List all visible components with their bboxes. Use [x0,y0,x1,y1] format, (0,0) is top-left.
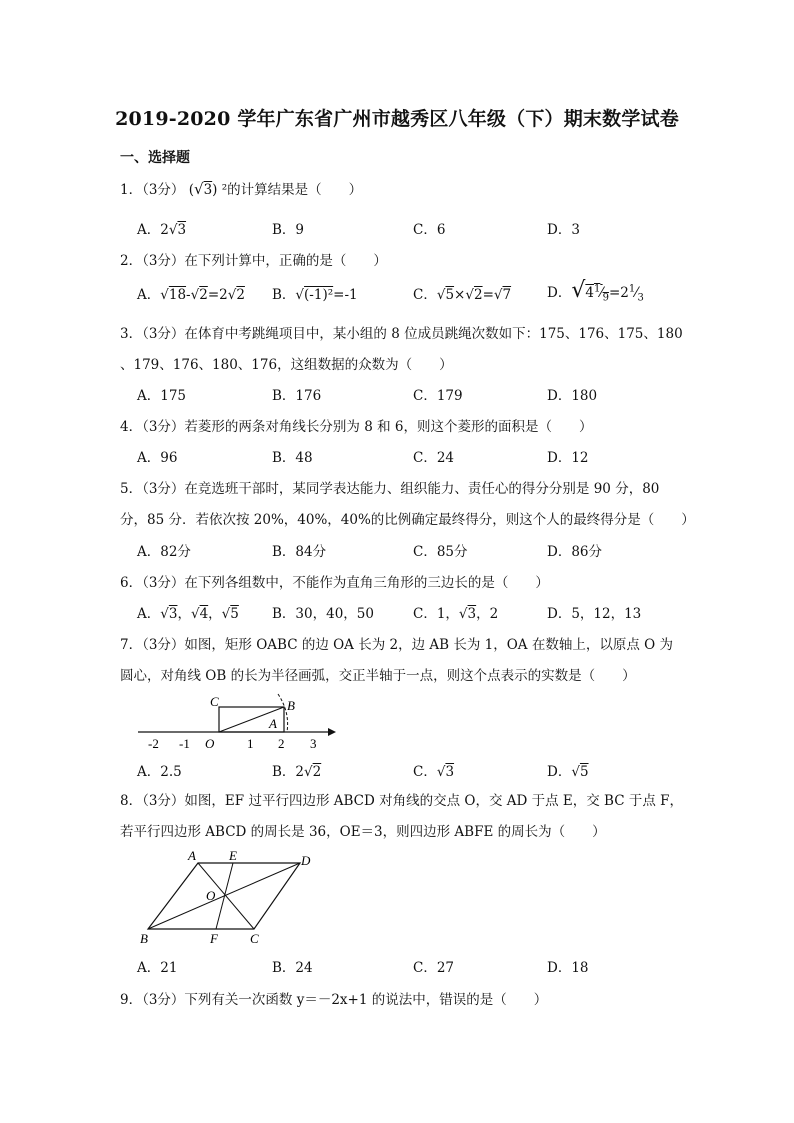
label-b: B [140,931,148,946]
segment-ef [216,863,233,929]
q5-option-a: A．82分 [137,544,191,560]
q2-option-b: B．√(-1)²=-1 [272,287,358,303]
question-4: 4．（3分）若菱形的两条对角线长分别为 8 和 6，则这个菱形的面积是（ ） [120,419,593,435]
q3-option-a: A．175 [137,388,187,404]
question-3-line-2: 、179、176、180、176，这组数据的众数为（ ） [120,357,453,373]
tick-label-minus-1: -1 [179,736,190,751]
q8-option-b: B．24 [272,960,313,976]
question-8-line-1: 8．（3分）如图，EF 过平行四边形 ABCD 对角线的交点 O，交 AD 于点 E，交 BC 于点 F， [120,793,683,809]
q4-option-a: A．96 [137,450,178,466]
q7-option-a: A．2.5 [137,764,182,780]
label-a: A [188,848,196,863]
q5-option-b: B．84分 [272,544,327,560]
q1-option-a: A．2√3 [137,222,187,238]
q7-option-d: D．√5 [547,764,589,780]
label-c: C [210,694,219,709]
question-3-line-1: 3．（3分）在体育中考跳绳项目中，某小组的 8 位成员跳绳次数如下：175、176、175、180 [120,326,683,342]
number-line-figure [130,690,340,754]
q2-option-a: A．√18-√2=2√2 [137,287,245,303]
q5-option-d: D．86分 [547,544,603,560]
page-title: 2019-2020 学年广东省广州市越秀区八年级（下）期末数学试卷 [115,108,679,130]
q3-option-d: D．180 [547,388,598,404]
question-5-line-1: 5．（3分）在竞选班干部时，某同学表达能力、组织能力、责任心的得分分别是 90 分，80 [120,481,660,497]
label-o: O [206,888,216,903]
label-b: B [287,698,295,713]
q1-option-b: B．9 [272,222,305,238]
q2-option-d: D．$√4^1⁄_9=2^1⁄_3$ [547,278,644,304]
q2-option-c: C．√5×√2=√7 [413,287,512,303]
q5-option-c: C．85分 [413,544,468,560]
q6-option-c: C．1，√3，2 [413,606,499,622]
label-e: E [229,848,237,863]
q1-expression: (√3) [188,180,218,198]
question-1: 1．（3分） (√3) ²的计算结果是（ ） [120,180,363,198]
question-6: 6．（3分）在下列各组数中，不能作为直角三角形的三边长的是（ ） [120,575,549,591]
axis-arrow [328,728,336,736]
q7-option-c: C．√3 [413,764,455,780]
tick-label-2: 2 [278,736,285,751]
q8-option-d: D．18 [547,960,589,976]
q7-option-b: B．2√2 [272,764,322,780]
q1-option-c: C．6 [413,222,446,238]
question-5-line-2: 分，85 分．若依次按 20%，40%，40%的比例确定最终得分，则这个人的最终得分是（ ） [120,512,695,528]
question-8-line-2: 若平行四边形 ABCD 的周长是 36，OE＝3，则四边形 ABFE 的周长为（ ） [120,824,606,840]
q6-option-b: B．30，40，50 [272,606,374,622]
q6-option-a: A．√3，√4，√5 [137,606,239,622]
q3-option-c: C．179 [413,388,463,404]
question-2: 2．（3分）在下列计算中，正确的是（ ） [120,253,387,269]
section-heading: 一、选择题 [120,150,190,166]
tick-label-3: 3 [310,736,317,751]
question-9: 9．（3分）下列有关一次函数 y＝－2x+1 的说法中，错误的是（ ） [120,992,548,1008]
tick-label-1: 1 [247,736,254,751]
tick-label-minus-2: -2 [148,736,159,751]
parallelogram-figure [136,845,326,950]
label-c: C [250,931,259,946]
label-f: F [210,931,218,946]
q8-option-a: A．21 [137,960,178,976]
q1-option-d: D．3 [547,222,580,238]
q4-option-c: C．24 [413,450,455,466]
q3-option-b: B．176 [272,388,322,404]
question-7-line-1: 7．（3分）如图，矩形 OABC 的边 OA 长为 2，边 AB 长为 1，OA 在数轴上，以原点 O 为 [120,637,673,653]
q4-option-d: D．12 [547,450,589,466]
label-d: D [301,853,311,868]
q8-option-c: C．27 [413,960,455,976]
q4-option-b: B．48 [272,450,313,466]
label-a: A [269,716,277,731]
tick-label-o: O [205,736,215,751]
q6-option-d: D．5，12，13 [547,606,642,622]
question-7-line-2: 圆心，对角线 OB 的长为半径画弧，交正半轴于一点，则这个点表示的实数是（ ） [120,668,636,684]
